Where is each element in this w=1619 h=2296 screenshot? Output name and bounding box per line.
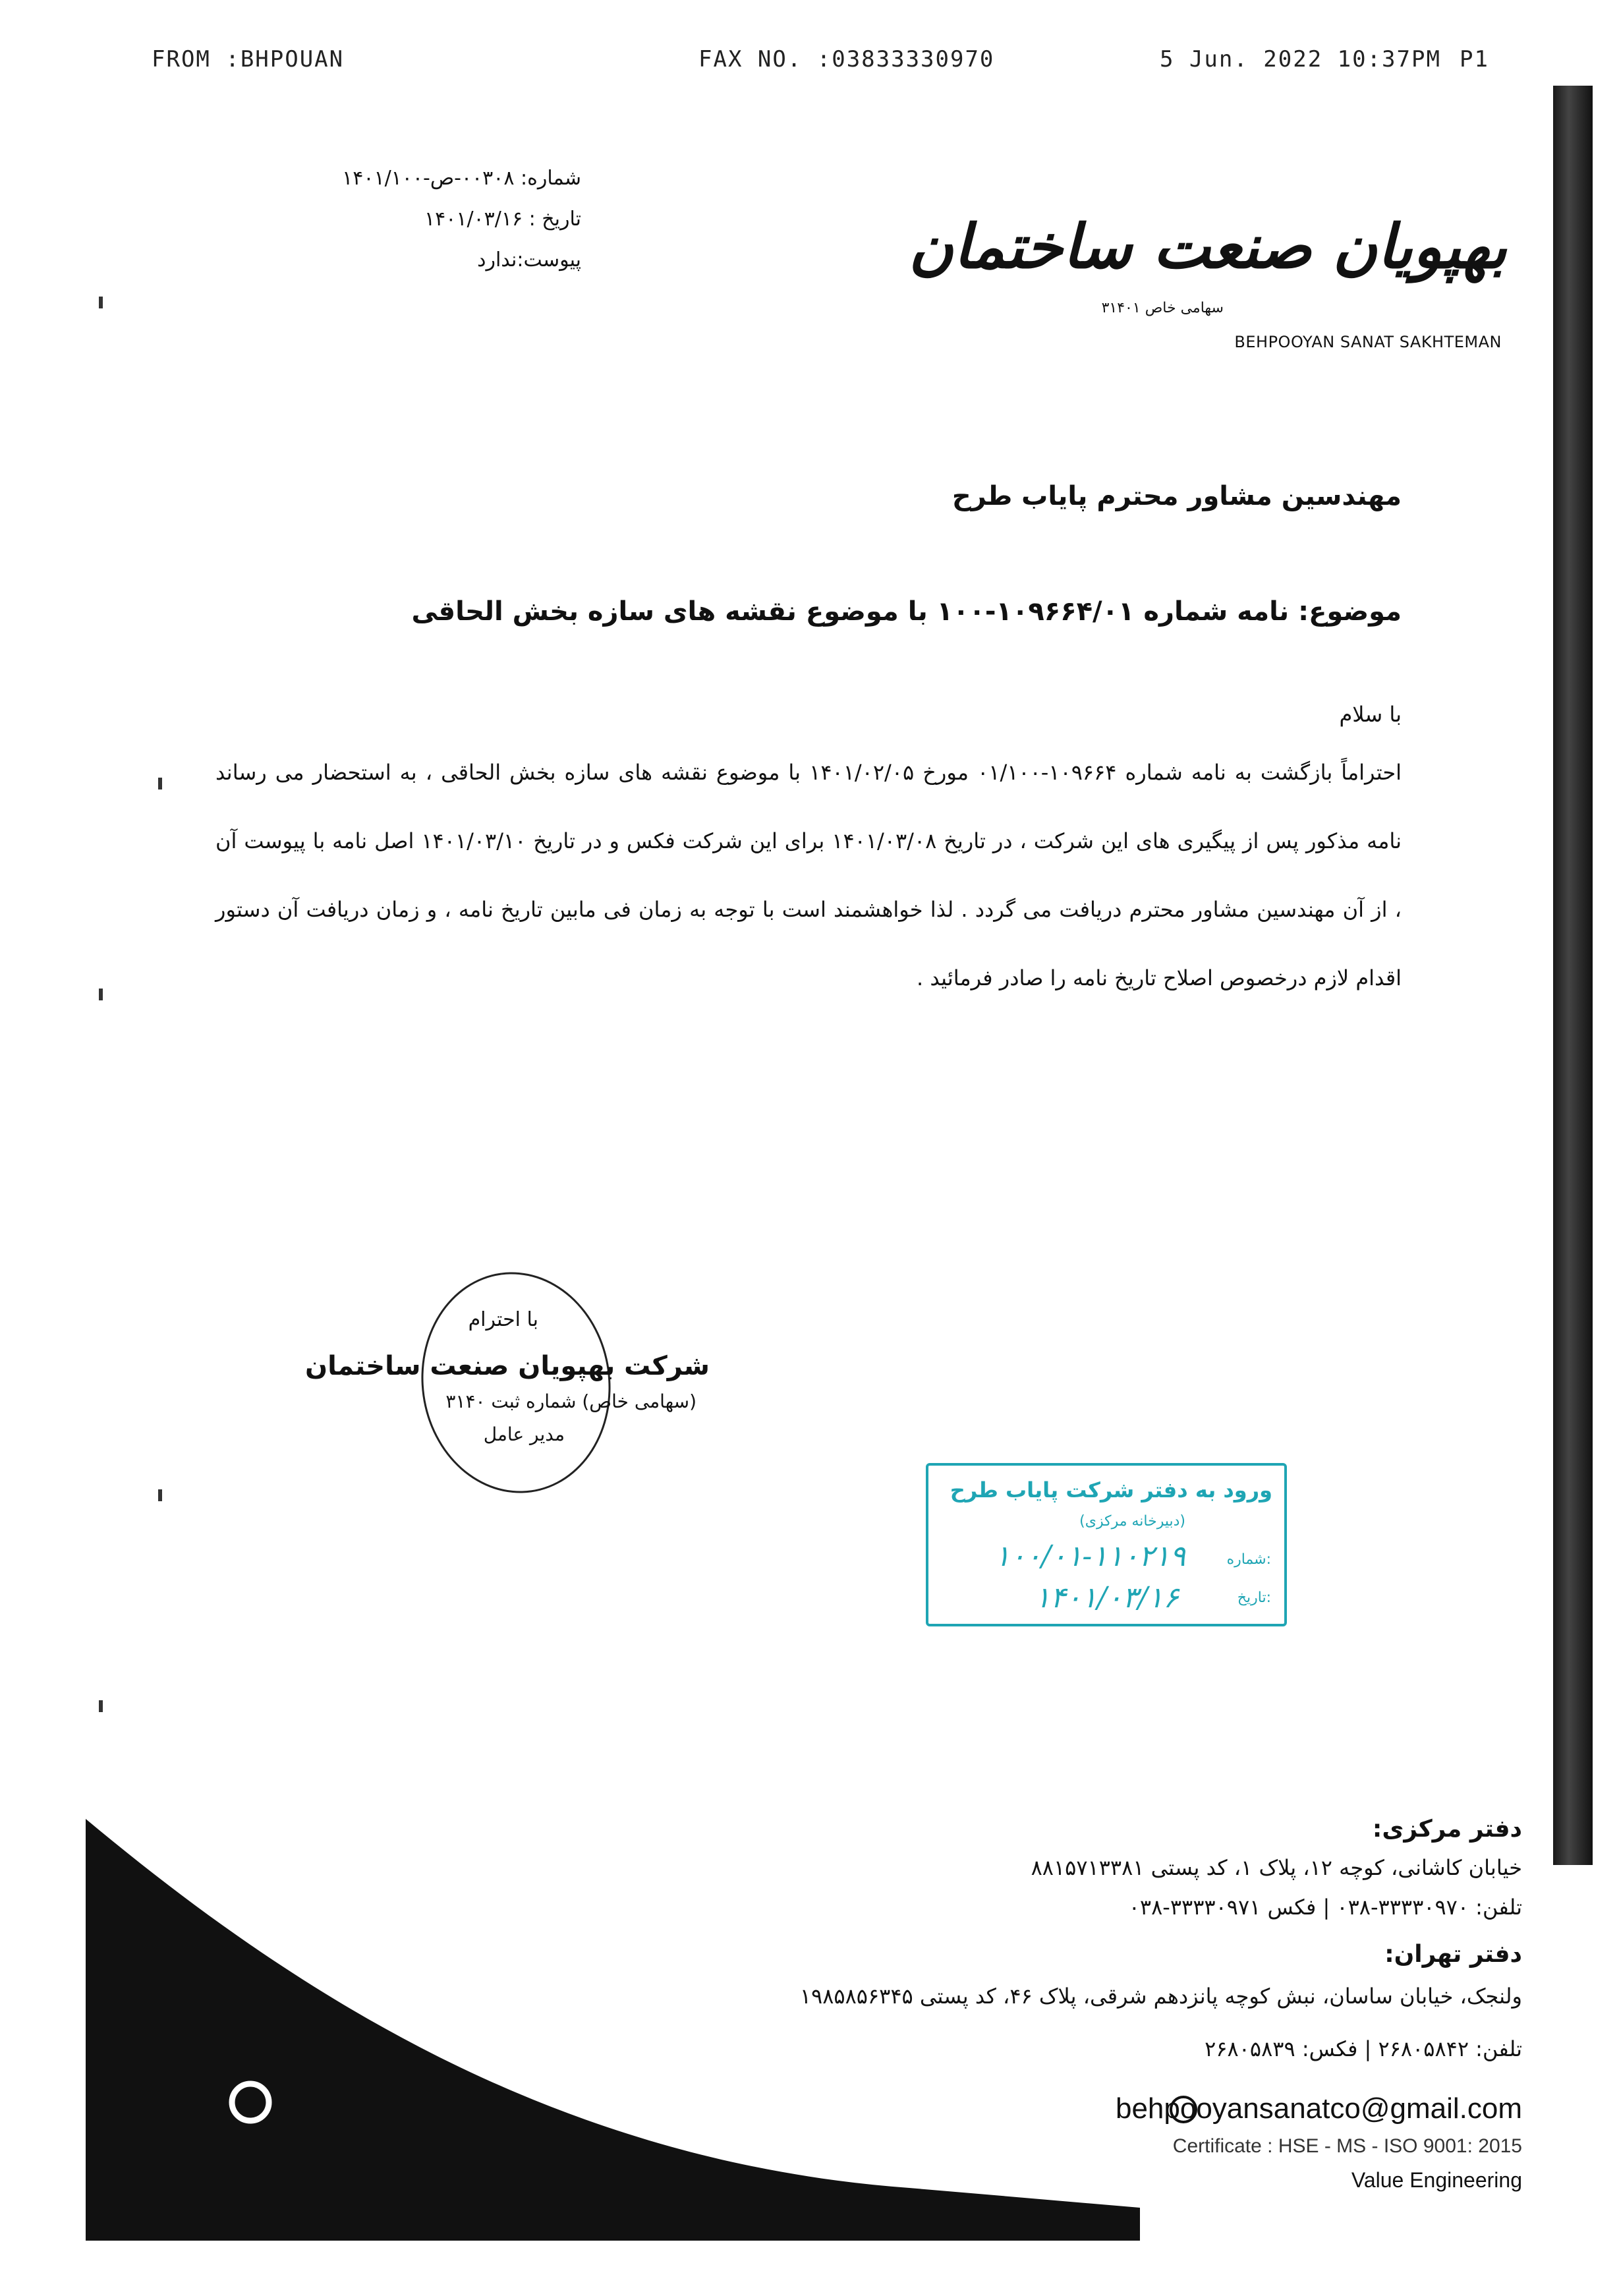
letter-date: تاریخ : ۱۴۰۱/۰۳/۱۶ [424, 208, 581, 231]
signature-title: مدیر عامل [483, 1423, 565, 1445]
scan-speck [99, 297, 103, 308]
stamp-number-value: ۱۰۰/۰۱-۱۱۰۲۱۹ [994, 1539, 1185, 1573]
company-logo-en: BEHPOOYAN SANAT SAKHTEMAN [1234, 333, 1502, 351]
fax-page: P1 [1460, 46, 1489, 72]
greeting: با سلام [1339, 702, 1402, 727]
subject: موضوع: نامه شماره ۱۰۹۶۶۴/۰۱-۱۰۰ با موضوع نقشه های سازه بخش الحاقی [411, 596, 1402, 627]
letter-meta [239, 158, 581, 281]
stamp-date-value: ۱۴۰۱/۰۳/۱۶ [1035, 1581, 1179, 1615]
company-email[interactable]: behpooyansanatco@gmail.com [1115, 2092, 1522, 2125]
certificate: Certificate : HSE - MS - ISO 9001: 2015 [1172, 2135, 1522, 2157]
company-registration: سهامی خاص ۳۱۴۰۱ [1101, 300, 1224, 316]
signature-respect: با احترام [468, 1308, 538, 1331]
scan-edge-bar [1553, 86, 1593, 1865]
signature-scribble [407, 1260, 625, 1506]
stamp-title: ورود به دفتر شرکت پایاب طرح [950, 1478, 1272, 1503]
stamp-date-label: تاریخ: [1237, 1590, 1271, 1606]
scan-speck [158, 1489, 162, 1501]
company-logo-fa: بهپویان صنعت ساختمان [909, 211, 1507, 282]
fax-from: FROM :BHPOUAN [152, 46, 345, 72]
central-office-title: دفتر مرکزی: [1372, 1816, 1522, 1843]
scan-speck [99, 1700, 103, 1712]
letter-attachment: پیوست:ندارد [477, 248, 581, 272]
stamp-subtitle: (دبیرخانه مرکزی) [1079, 1513, 1185, 1530]
letter-number: شماره: ۰۰۳۰۸-ص-۱۴۰۱/۱۰۰ [342, 167, 581, 190]
signature-type: (سهامی خاص) شماره ثبت ۳۱۴۰ [445, 1391, 696, 1412]
recipient: مهندسین مشاور محترم پایاب طرح [952, 481, 1402, 511]
tagline: Value Engineering [1351, 2168, 1522, 2192]
fax-number: FAX NO. :03833330970 [698, 46, 995, 72]
receipt-stamp [926, 1463, 1287, 1626]
central-phone: تلفن: ۳۳۳۳۰۹۷۰-۰۳۸ | فکس ۳۳۳۳۰۹۷۱-۰۳۸ [1128, 1895, 1522, 1920]
signature-company: شرکت بهپویان صنعت ساختمان [304, 1351, 710, 1381]
tehran-office-title: دفتر تهران: [1384, 1941, 1522, 1968]
scan-speck [158, 778, 162, 789]
central-address: خیابان کاشانی، کوچه ۱۲، پلاک ۱، کد پستی ۸۸۱۵۷۱۳۳۸۱ [1031, 1855, 1522, 1880]
fax-date-time: 5 Jun. 2022 10:37PM [1160, 46, 1441, 72]
letter-body: احتراماً بازگشت به نامه شماره ۱۰۹۶۶۴-۰۱/۱۰۰ مورخ ۱۴۰۱/۰۲/۰۵ با موضوع نقشه های سازه بخش الحاقی ، به استحضار می رساند نامه مذکور پس از پیگیری های این شرکت ، در تاریخ ۱۴۰۱/۰۳/۰۸ برای این شرکت فکس و در تاریخ ۱۴۰۱/۰۳/۱۰ اصل نامه با پیوست آن ، از آن مهندسین مشاور محترم دریافت می گردد . لذا خواهشمند است با توجه به زمان فی مابین تاریخ نامه ، و زمان دریافت آن دستور اقدام لازم درخصوص اصلاح تاریخ نامه را صادر فرمائید . [215, 760, 1402, 990]
stamp-number-label: شماره: [1226, 1551, 1271, 1568]
tehran-phone: تلفن: ۲۶۸۰۵۸۴۲ | فکس: ۲۶۸۰۵۸۳۹ [1205, 2036, 1522, 2061]
tehran-address: ولنجک، خیابان ساسان، نبش کوچه پانزدهم شرقی، پلاک ۴۶، کد پستی ۱۹۸۵۸۵۶۳۴۵ [799, 1984, 1522, 2009]
scan-speck [99, 989, 103, 1000]
